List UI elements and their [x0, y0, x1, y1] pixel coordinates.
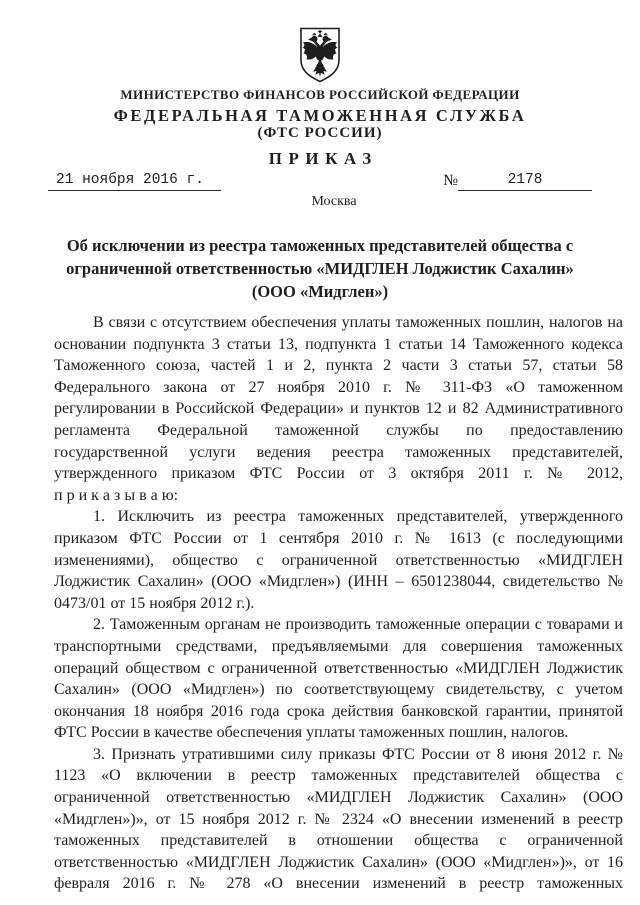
number-group: [443, 171, 592, 191]
number-sign: №: [443, 172, 458, 189]
document-title: Об исключении из реестра таможенных представителей общества с ограниченной ответственностью «МИДГЛЕН Лоджистик Сахалин» (ООО «Мидглен»): [66, 236, 574, 301]
doc-type-heading: ПРИКАЗ: [268, 149, 378, 168]
date-number-row: [0, 171, 640, 191]
service-abbr-line: (ФТС РОССИИ): [257, 125, 383, 141]
number-field: 2178: [458, 171, 592, 191]
city-label: Москва: [311, 194, 357, 209]
decree-word: п р и к а з ы в а ю:: [54, 486, 179, 504]
date-field: 21 ноября 2016 г.: [48, 171, 221, 191]
preamble-paragraph: В связи с отсутствием обеспечения уплаты таможенных пошлин, налогов на основании подпункта 3 статьи 13, подпункта 1 статьи 14 Таможенного кодекса Таможенного союза, частей 1 и 2, пункта 2 части 3 статьи 57, статьи 58 Федерального закона от 27 ноября 2010 г. № 311-ФЗ «О таможенном регулировании в Российской Федерации» и пунктов 12 и 82 Административного регламента Федеральной таможенной службы по предоставлению государственной услуги ведения реестра таможенных представителей, утвержденного приказом ФТС России от 3 октября 2011 г. № 2012,: [54, 314, 623, 483]
document-header: [0, 27, 640, 209]
order-item-3: 3. Признать утратившими силу приказы ФТС России от 8 июня 2012 г. № 1123 «О включении в реестр таможенных представителей общества с ограниченной ответственностью «МИДГЛЕН Лоджистик Сахалин» (ООО «Мидглен»)», от 15 ноября 2012 г. № 2324 «О внесении изменений в реестр таможенных представителей в отношении общества с ограниченной ответственностью «МИДГЛЕН Лоджистик Сахалин» (ООО «Мидглен»)», от 16 февраля 2016 г. № 278 «О внесении изменений в реестр таможенных: [54, 745, 623, 893]
order-item-2: 2. Таможенным органам не производить таможенные операции с товарами и транспортными средствами, предъявляемыми для совершения таможенных операций обществом с ограниченной ответственностью «МИДГЛЕН Лоджистик Сахалин» (ООО «Мидглен») по соответствующему свидетельству, с учетом окончания 18 ноября 2016 года срока действия банковской гарантии, принятой ФТС России в качестве обеспечения уплаты таможенных пошлин, налогов.: [54, 616, 623, 742]
document-body: [0, 312, 640, 895]
russia-coat-of-arms-icon: [298, 27, 342, 83]
order-item-1: 1. Исключить из реестра таможенных представителей, утвержденного приказом ФТС России от 1 сентября 2010 г. № 1613 (с последующими изменениями), общество с ограниченной ответственностью «МИДГЛЕН Лоджистик Сахалин» (ООО «Мидглен») (ИНН – 6501238044, свидетельство № 0473/01 от 15 ноября 2012 г.).: [54, 508, 623, 612]
ministry-line: МИНИСТЕРСТВО ФИНАНСОВ РОССИЙСКОЙ ФЕДЕРАЦИИ: [120, 87, 520, 102]
service-name-line: ФЕДЕРАЛЬНАЯ ТАМОЖЕННАЯ СЛУЖБА: [113, 106, 527, 125]
